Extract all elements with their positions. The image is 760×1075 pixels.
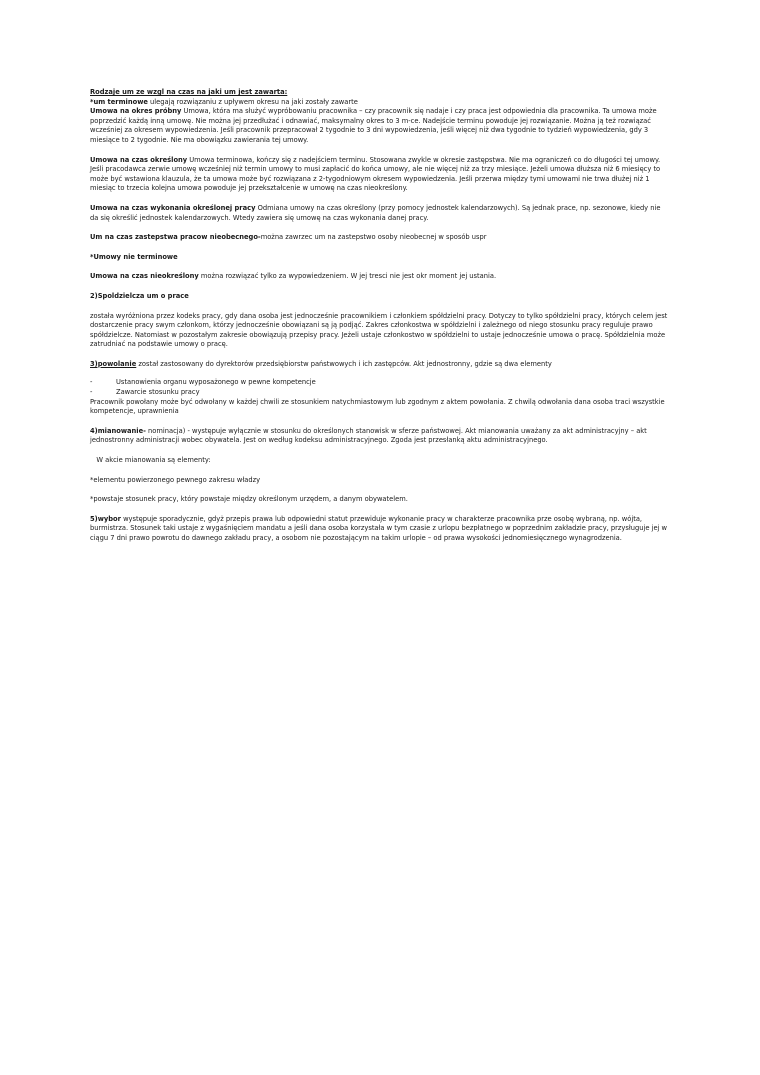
label-wykonania-pracy: Umowa na czas wykonania określonej pracy — [90, 203, 256, 212]
label-zastepstwa: Um na czas zastepstwa pracow nieobecnego- — [90, 233, 261, 242]
label-nieokreslony: Umowa na czas nieokreślony — [90, 272, 199, 281]
paragraph-wykonania-pracy — [90, 204, 670, 223]
label-nieterminowe: *Umowy nie terminowe — [90, 252, 178, 261]
list-dash: - — [90, 388, 93, 397]
text-spoldzielcza: została wyróżniona przez kodeks pracy, gdy dana osoba jest jednocześnie pracownikiem i członkiem spółdzielni pracy. Dotyczy to tylko spółdzielni pracy, których celem jest dostarczenie pracy swym członkom, którzy jednocześnie obowiązani są ją podjąć. Zakres członkostwa w spółdzielni i zależnego od niego stosunku pracy reguluje prawo spółdzielcze. Natomiast w pozostałym zakresie obowiązują przepisy pracy. Jeżeli ustaje członkostwo w spółdzielni to ustaje jednocześnie umowa o pracę. Spółdzielnia może zatrudniać na podstawie umowy o pracę. — [90, 311, 668, 349]
label-czas-okreslony: Umowa na czas określony — [90, 155, 188, 164]
paragraph-terminowe — [90, 98, 670, 108]
text-wybor: występuje sporadycznie, gdyż przepis prawa lub odpowiedni statut przewiduje wykonanie pracy w charakterze pracownika prze osobę wybraną, np. wójta, burmistrza. Stosunek taki ustaje z wygaśnięciem mandatu a jeśli dana osoba korzystała w tym czasie z urlopu bezpłatnego w poprzednim zakładzie pracy, przysługuje jej w ciągu 7 dni prawo powrotu do dawnego zakładu pracy, a osobom nie pozostającym na takim urlopie – od prawa wysokości jednomiesięcznego wynagrodzenia. — [90, 514, 668, 542]
label-wybor: 5)wybor — [90, 514, 121, 523]
label-terminowe: *um terminowe — [90, 97, 148, 106]
label-mianowanie: 4)mianowanie- — [90, 426, 146, 435]
list-dash: - — [90, 378, 93, 387]
text-zastepstwa: można zawrzec um na zastepstwo osoby nieobecnej w sposób uspr — [260, 233, 487, 242]
label-okres-probny: Umowa na okres próbny — [90, 107, 182, 116]
list-item — [90, 378, 670, 388]
text-terminowe: ulegają rozwiązaniu z upływem okresu na jaki zostały zawarte — [147, 97, 358, 106]
list-item-text: Zawarcie stosunku pracy — [116, 388, 200, 397]
document-heading: Rodzaje um ze wzgl na czas na jaki um jest zawarta: — [90, 88, 288, 96]
paragraph-zastepstwa — [90, 233, 670, 243]
text-nieokreslony: można rozwiązać tylko za wypowiedzeniem. W jej tresci nie jest okr moment jej ustania. — [198, 272, 497, 281]
label-spoldzielcza: 2)Spoldzielcza um o prace — [90, 291, 189, 300]
label-powolanie: 3)powolanie — [90, 359, 137, 368]
text-wykonania-pracy: Odmiana umowy na czas określony (przy pomocy jednostek kalendarzowych). Są jednak prace, np. sezonowe, kiedy nie da się określić jednostek kalendarzowych. Wtedy zawiera się umowę na czas wykonania danej pracy. — [90, 203, 661, 222]
text-mianowanie-intro: W akcie mianowania są elementy: — [90, 456, 211, 465]
text-powolanie: został zastosowany do dyrektorów przedsiębiorstw państwowych i ich zastępców. Akt jednostronny, gdzie są dwa elementy — [136, 359, 552, 368]
text-mianowanie-element1: *elementu powierzonego pewnego zakresu władzy — [90, 475, 261, 484]
text-powolanie-after: Pracownik powołany może być odwołany w każdej chwili ze stosunkiem natychmiastowym lub zgodnym z aktem powołania. Z chwilą odwołania dana osoba traci wszystkie kompetencje, uprawnienia — [90, 397, 665, 416]
text-czas-okreslony: Umowa terminowa, kończy się z nadejściem terminu. Stosowana zwykle w okresie zastępstwa. Nie ma ograniczeń co do długości tej umowy. Jeśli pracodawca zerwie umowę wcześniej niż termin umowy to musi zapłacić do końca umowy, ale nie więcej niż za trzy miesiące. Jeżeli umowa dłuższa niż 6 miesięcy to może być wstawiona klauzula, że ta umowa może być rozwiązana z 2-tygodniowym okresem wypowiedzenia. Jeśli przerwa między tymi umowami nie trwa dłużej niż 1 miesiąc to trzecia kolejna umowa powoduje jej przekształcenie w umowę na czas nieokreślony. — [90, 155, 661, 193]
paragraph-powolanie — [90, 360, 670, 370]
list-item — [90, 388, 670, 398]
paragraph-wybor — [90, 515, 670, 544]
paragraph-mianowanie — [90, 427, 670, 446]
paragraph-nieokreslony — [90, 272, 670, 282]
list-item-text: Ustanowienia organu wyposażonego w pewne kompetencje — [116, 378, 316, 387]
text-mianowanie-element2: *powstaje stosunek pracy, który powstaje między określonym urzędem, a danym obywatelem. — [90, 495, 408, 504]
paragraph-okres-probny — [90, 107, 670, 145]
paragraph-czas-okreslony — [90, 156, 670, 194]
text-mianowanie: nominacja) - występuje wyłącznie w stosunku do określonych stanowisk w sferze państwowej. Akt mianowania uważany za akt administracyjny – akt jednostronny administracji wobec obywatela. Jest on według kodeksu administracyjnego. Zgoda jest przesłanką aktu administracyjnego. — [90, 426, 647, 445]
text-okres-probny: Umowa, która ma służyć wypróbowaniu pracownika – czy pracownik się nadaje i czy praca jest odpowiednia dla pracownika. Ta umowa może poprzedzić każdą inną umowę. Nie można jej przedłużać i odnawiać, maksymalny okres to 3 m-ce. Nadejście terminu powoduje jej rozwiązanie. Można ją też rozwiązać wcześniej za okresem wypowiedzenia. Jeśli pracownik przepracował 2 tygodnie to 3 dni wypowiedzenia, jeśli więcej niż dwa tygodnie to tydzień wypowiedzenia, gdy 3 miesiące to 2 tygodnie. Nie ma obowiązku zawierania tej umowy. — [90, 107, 657, 144]
